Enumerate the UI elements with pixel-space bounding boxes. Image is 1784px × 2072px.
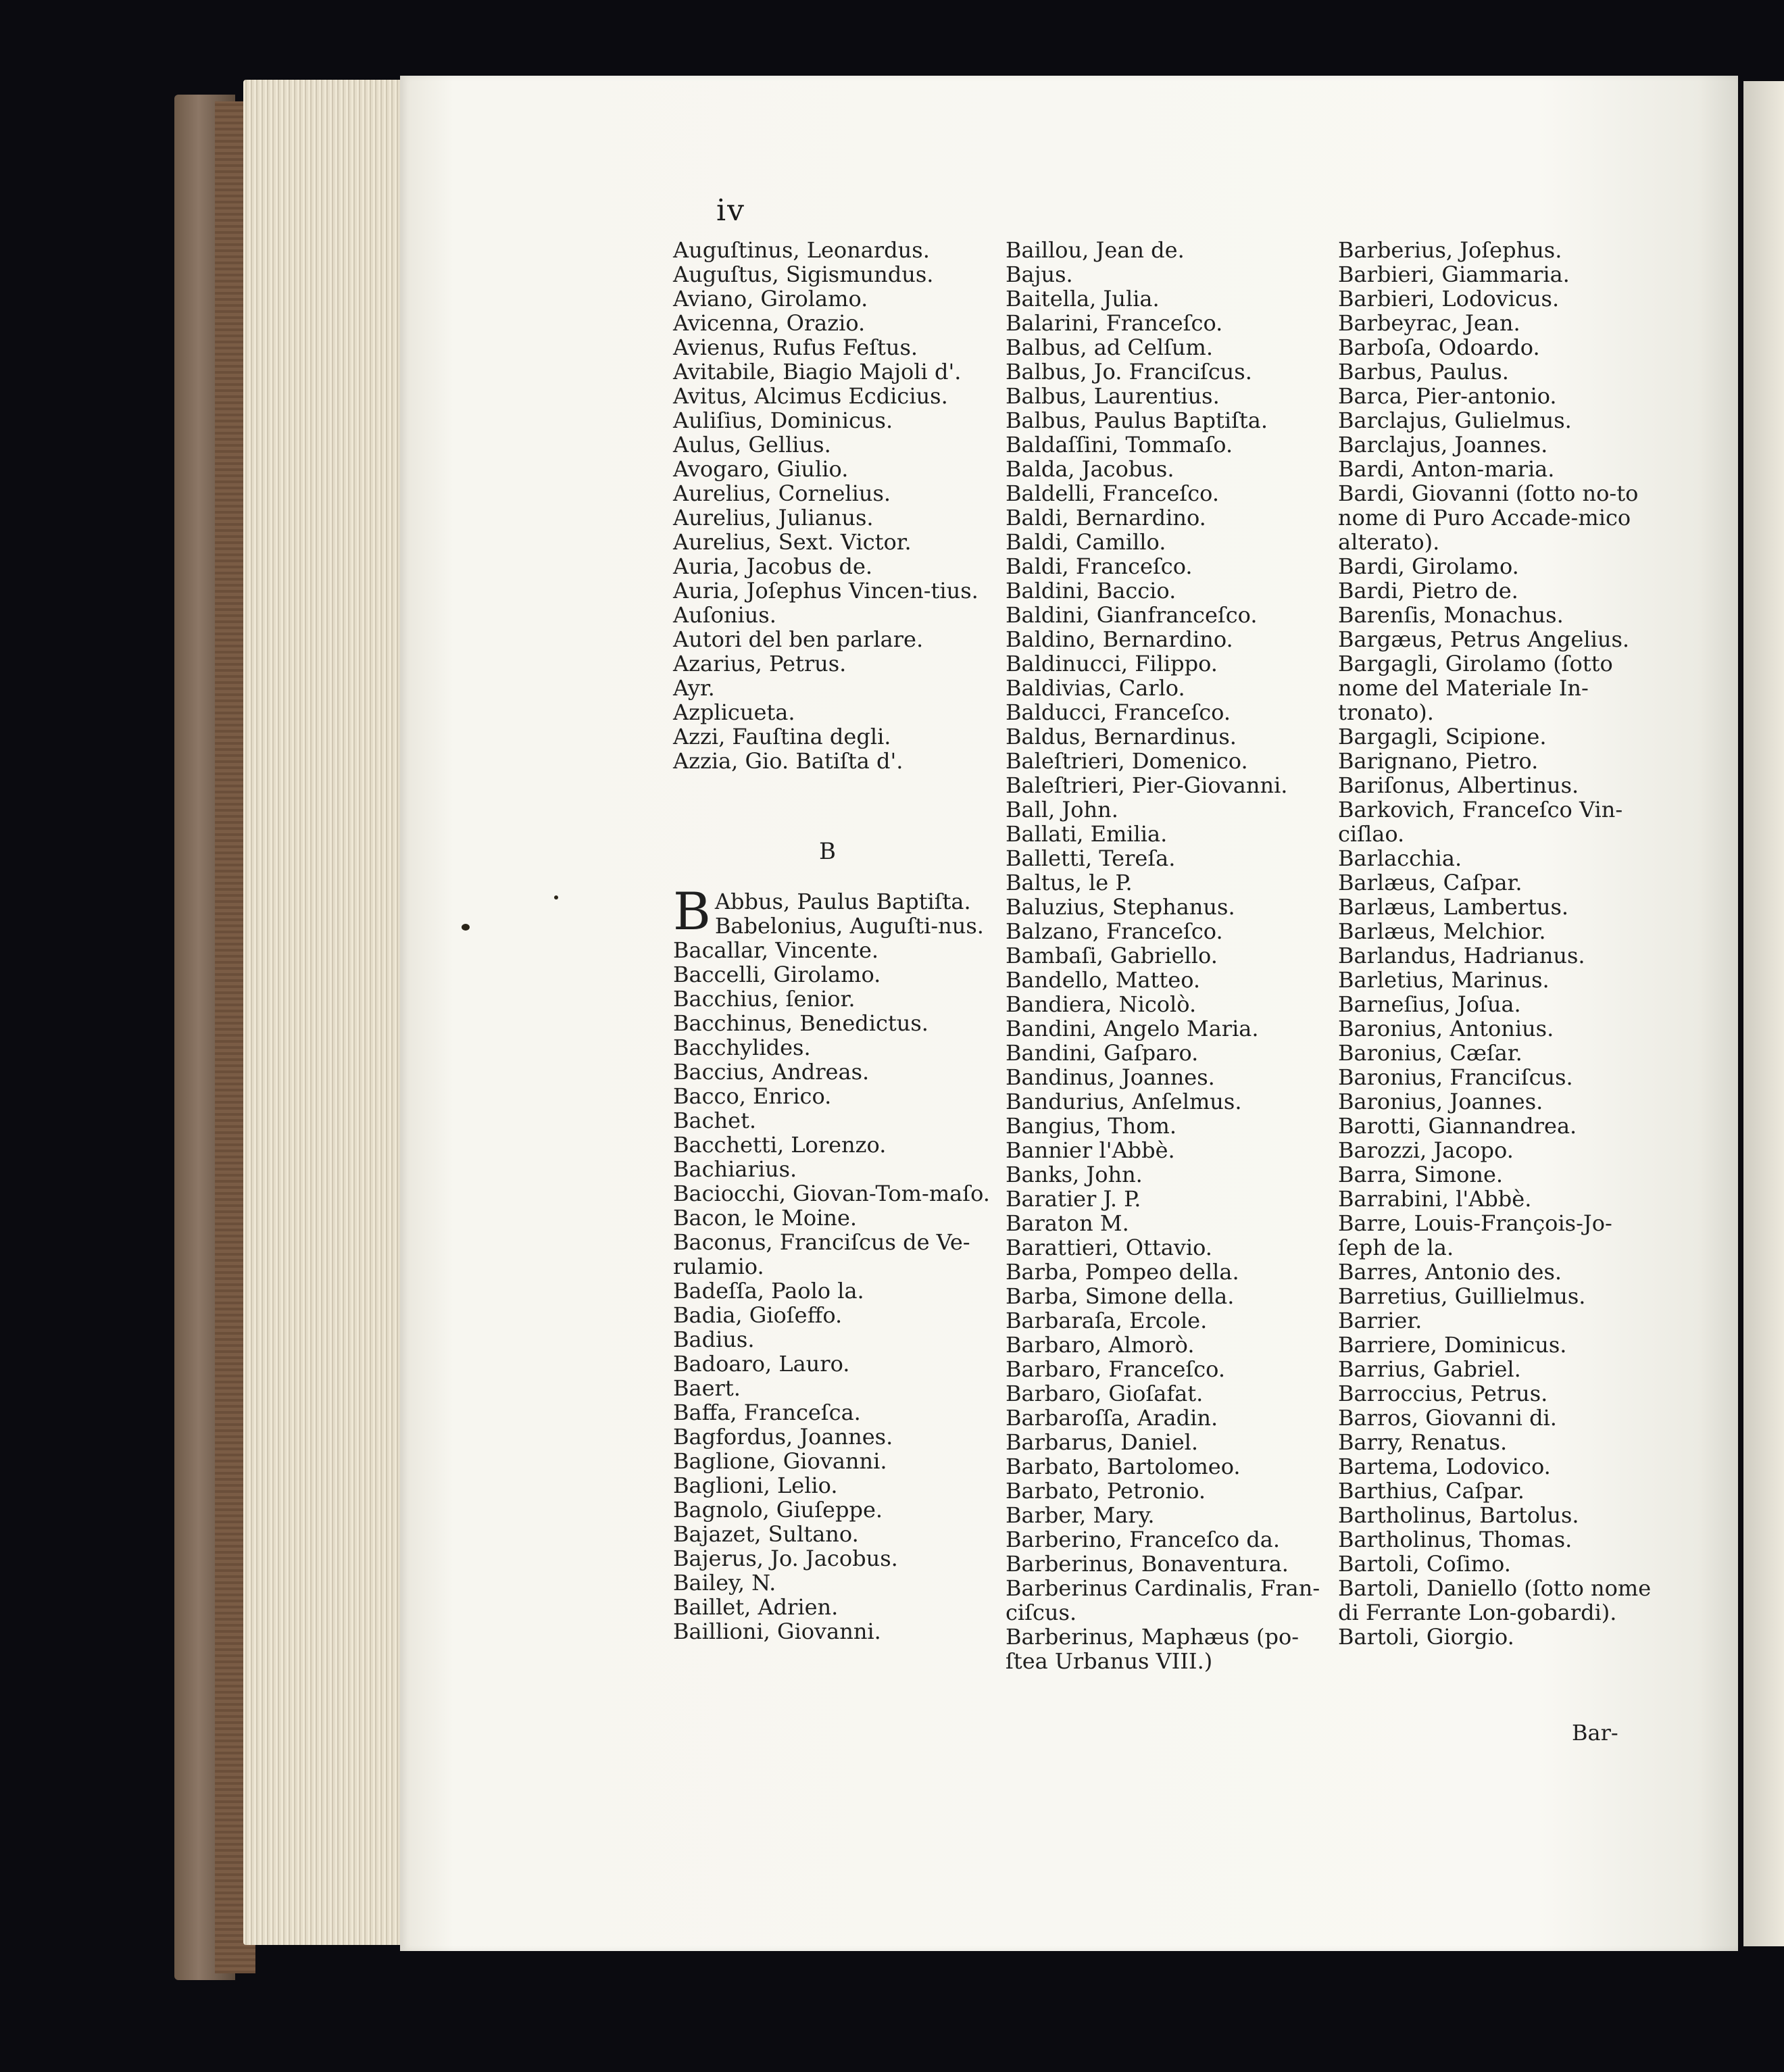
index-entry: Barkovich, Franceſco Vin-ciſlao. (1338, 797, 1623, 847)
index-entry: Badius. (673, 1327, 755, 1352)
index-entry: Baratier J. P. (1006, 1186, 1141, 1212)
index-entry: Barlæus, Lambertus. (1338, 894, 1569, 920)
index-entry: Bandinus, Joannes. (1006, 1064, 1215, 1090)
index-entry: Bachiarius. (673, 1156, 797, 1182)
index-entry: Baraton M. (1006, 1210, 1129, 1236)
index-entry: Baffa, Franceſca. (673, 1400, 861, 1425)
index-entry: Barneſius, Joſua. (1338, 991, 1521, 1017)
index-entry: Avienus, Rufus Feſtus. (673, 335, 918, 360)
index-entry: Bardi, Girolamo. (1338, 553, 1519, 579)
index-entry: Bartoli, Giorgio. (1338, 1624, 1514, 1650)
index-entry: Bartema, Lodovico. (1338, 1454, 1551, 1479)
index-entry: Avogaro, Giulio. (673, 456, 849, 482)
index-entry: Aurelius, Julianus. (673, 505, 874, 531)
index-entry: Azarius, Petrus. (673, 651, 847, 676)
index-entry: Bacco, Enrico. (673, 1083, 832, 1109)
index-entry: Barres, Antonio des. (1338, 1259, 1562, 1285)
index-entry: Baldi, Bernardino. (1006, 505, 1206, 531)
index-entry: Baldus, Bernardinus. (1006, 724, 1237, 749)
section-heading-b: B (819, 838, 836, 865)
index-entry: Barbus, Paulus. (1338, 359, 1509, 385)
index-entry: Barrius, Gabriel. (1338, 1356, 1521, 1382)
index-entry: Baconus, Franciſcus de Ve-rulamio. (673, 1229, 970, 1279)
index-entry: Azplicueta. (673, 699, 795, 725)
index-entry: Aurelius, Cornelius. (673, 480, 891, 506)
index-entry: Baluzius, Stephanus. (1006, 894, 1235, 920)
index-entry: Barclajus, Joannes. (1338, 432, 1548, 458)
index-entry: Bartholinus, Bartolus. (1338, 1502, 1579, 1528)
index-entry: Barbeyrac, Jean. (1338, 310, 1520, 336)
index-entry: Bannier l'Abbè. (1006, 1137, 1175, 1163)
index-entry: Barthius, Caſpar. (1338, 1478, 1525, 1504)
index-entry: Baccius, Andreas. (673, 1059, 870, 1085)
index-entry: Barattieri, Ottavio. (1006, 1235, 1212, 1260)
index-entry: Avitus, Alcimus Ecdicius. (673, 383, 948, 409)
index-entry: Bargagli, Scipione. (1338, 724, 1547, 749)
index-column-1 (673, 238, 991, 773)
index-entry: Avitabile, Biagio Majoli d'. (673, 359, 962, 385)
index-entry: Baciocchi, Giovan-Tom-maſo. (673, 1181, 990, 1206)
index-entry: Balletti, Tereſa. (1006, 845, 1176, 871)
index-entry: Balbus, Laurentius. (1006, 383, 1220, 409)
index-entry: Baronius, Joannes. (1338, 1089, 1543, 1114)
index-entry: Bajus. (1006, 262, 1073, 287)
index-entry: Bariſonus, Albertinus. (1338, 772, 1579, 798)
index-entry: Barberinus, Maphæus (po-ſtea Urbanus VIII.) (1006, 1624, 1299, 1674)
index-entry: Bandiera, Nicolò. (1006, 991, 1197, 1017)
catchword: Bar- (1572, 1720, 1618, 1746)
index-entry: Auria, Jacobus de. (673, 553, 873, 579)
index-entry: Abbus, Paulus Baptiſta. (714, 889, 971, 914)
index-entry: Baldi, Camillo. (1006, 529, 1166, 555)
drop-cap-block (673, 881, 991, 1644)
index-entry: Bacchinus, Benedictus. (673, 1010, 928, 1036)
index-entry: Barber, Mary. (1006, 1502, 1155, 1528)
index-entry: Barbaraſa, Ercole. (1006, 1308, 1208, 1333)
index-entry: Barba, Pompeo della. (1006, 1259, 1239, 1285)
index-column-2 (1006, 238, 1323, 1673)
index-entry: Bardi, Pietro de. (1338, 578, 1518, 603)
index-entry: Barbieri, Lodovicus. (1338, 286, 1560, 312)
index-entry: Baleſtrieri, Domenico. (1006, 748, 1248, 774)
index-entry: Bargæus, Petrus Angelius. (1338, 626, 1630, 652)
index-entry: Baldini, Gianfranceſco. (1006, 602, 1258, 628)
index-entry: Balzano, Franceſco. (1006, 918, 1223, 944)
index-entry: Barretius, Guillielmus. (1338, 1283, 1586, 1309)
index-entry: Barbaroſſa, Aradin. (1006, 1405, 1218, 1431)
index-entry: Barberius, Joſephus. (1338, 237, 1562, 263)
index-entry: Barozzi, Jacopo. (1338, 1137, 1514, 1163)
index-entry: Bachet. (673, 1108, 757, 1133)
index-entry: Badoaro, Lauro. (673, 1351, 850, 1377)
index-entry: Barberino, Franceſco da. (1006, 1527, 1281, 1552)
index-entry: Baronius, Franciſcus. (1338, 1064, 1573, 1090)
index-entry: Bartoli, Daniello (ſotto nome di Ferrante Lon-gobardi). (1338, 1575, 1652, 1625)
index-entry: Bandini, Gaſparo. (1006, 1040, 1199, 1066)
index-entry: Badeſſa, Paolo la. (673, 1278, 864, 1304)
index-entry: Barbato, Bartolomeo. (1006, 1454, 1241, 1479)
index-entry: Baglioni, Lelio. (673, 1473, 838, 1498)
index-entry: Barrabini, l'Abbè. (1338, 1186, 1532, 1212)
index-entry: Auguſtus, Sigismundus. (673, 262, 934, 287)
index-entry: Bacchetti, Lorenzo. (673, 1132, 887, 1158)
index-entry: Barca, Pier-antonio. (1338, 383, 1557, 409)
index-entry: Bagnolo, Giuſeppe. (673, 1497, 883, 1523)
index-entry: Barrier. (1338, 1308, 1422, 1333)
index-entry: Baronius, Antonius. (1338, 1016, 1554, 1041)
index-entry: Babelonius, Auguſti-nus. (714, 913, 984, 939)
index-entry: Bandurius, Anſelmus. (1006, 1089, 1242, 1114)
index-entry: Baldivias, Carlo. (1006, 675, 1185, 701)
index-entry: Barotti, Giannandrea. (1338, 1113, 1577, 1139)
index-entry: Baldini, Baccio. (1006, 578, 1176, 603)
index-entry: Barlandus, Hadrianus. (1338, 943, 1585, 968)
page-edges (243, 80, 412, 1945)
index-entry: Baillioni, Giovanni. (673, 1619, 881, 1644)
index-entry: Baitella, Julia. (1006, 286, 1160, 312)
index-entry: Barignano, Pietro. (1338, 748, 1539, 774)
index-entry: Barra, Simone. (1338, 1162, 1504, 1187)
index-entry: Bardi, Giovanni (ſotto no-to nome di Puro Accade-mico alterato). (1338, 480, 1639, 555)
index-entry: Aulus, Gellius. (673, 432, 831, 458)
index-entry: Bacon, le Moine. (673, 1205, 858, 1231)
index-entry: Bacchius, ſenior. (673, 986, 856, 1012)
index-entry: Barberinus, Bonaventura. (1006, 1551, 1289, 1577)
index-entry: Aurelius, Sext. Victor. (673, 529, 912, 555)
index-entry: Barlæus, Caſpar. (1338, 870, 1522, 895)
index-entry: Auſonius. (673, 602, 776, 628)
index-entry: Barclajus, Gulielmus. (1338, 408, 1572, 433)
index-entry: Azzia, Gio. Batiſta d'. (673, 748, 903, 774)
index-entry: Ball, John. (1006, 797, 1118, 822)
index-entry: Bagfordus, Joannes. (673, 1424, 893, 1450)
index-entry: Baldinucci, Filippo. (1006, 651, 1218, 676)
ink-spot (462, 924, 470, 931)
index-entry: Baert. (673, 1375, 741, 1401)
index-entry: Bajerus, Jo. Jacobus. (673, 1546, 898, 1571)
index-entry: Baleſtrieri, Pier-Giovanni. (1006, 772, 1288, 798)
index-entry: Barry, Renatus. (1338, 1429, 1508, 1455)
index-entry: Barros, Giovanni di. (1338, 1405, 1557, 1431)
index-entry: Barba, Simone della. (1006, 1283, 1235, 1309)
index-entry: Auliſius, Dominicus. (673, 408, 893, 433)
index-entry: Balbus, ad Celſum. (1006, 335, 1214, 360)
index-entry: Baldino, Bernardino. (1006, 626, 1233, 652)
index-entry: Barbato, Petronio. (1006, 1478, 1206, 1504)
facing-page-edge (1743, 81, 1784, 1946)
index-entry: Bargagli, Girolamo (ſotto nome del Materiale In-tronato). (1338, 651, 1613, 725)
index-entry: Baldelli, Franceſco. (1006, 480, 1219, 506)
index-entry: Balbus, Paulus Baptiſta. (1006, 408, 1268, 433)
index-entry: Ballati, Emilia. (1006, 821, 1168, 847)
index-entry: Barriere, Dominicus. (1338, 1332, 1567, 1358)
index-entry: Barbaro, Almorò. (1006, 1332, 1195, 1358)
index-entry: Bartoli, Coſimo. (1338, 1551, 1511, 1577)
index-entry: Balda, Jacobus. (1006, 456, 1174, 482)
index-entry: Bajazet, Sultano. (673, 1521, 859, 1547)
ink-spot (554, 895, 558, 899)
index-entry: Baglione, Giovanni. (673, 1448, 887, 1474)
index-entry: Barletius, Marinus. (1338, 967, 1550, 993)
index-entry: Barre, Louis-François-Jo-ſeph de la. (1338, 1210, 1612, 1260)
index-entry: Banks, John. (1006, 1162, 1143, 1187)
index-entry: Bailey, N. (673, 1570, 776, 1596)
index-entry: Bardi, Anton-maria. (1338, 456, 1555, 482)
index-entry: Badia, Gioſeffo. (673, 1302, 843, 1328)
index-column-3 (1338, 238, 1656, 1649)
index-entry: Barberinus Cardinalis, Fran-ciſcus. (1006, 1575, 1320, 1625)
index-entry: Barlæus, Melchior. (1338, 918, 1546, 944)
index-entry: Ayr. (673, 675, 715, 701)
index-entry: Bartholinus, Thomas. (1338, 1527, 1572, 1552)
index-entry: Barbieri, Giammaria. (1338, 262, 1570, 287)
index-entry: Auria, Joſephus Vincen-tius. (673, 578, 978, 603)
index-entry: Bandini, Angelo Maria. (1006, 1016, 1259, 1041)
index-entry: Autori del ben parlare. (673, 626, 924, 652)
index-entry: Balducci, Franceſco. (1006, 699, 1231, 725)
index-entry: Bangius, Thom. (1006, 1113, 1177, 1139)
drop-cap-letter: B (673, 881, 711, 941)
index-entry: Barbaro, Franceſco. (1006, 1356, 1226, 1382)
index-entry: Baillou, Jean de. (1006, 237, 1185, 263)
index-entry: Barlacchia. (1338, 845, 1462, 871)
index-entry: Baltus, le P. (1006, 870, 1133, 895)
index-entry: Balbus, Jo. Franciſcus. (1006, 359, 1252, 385)
index-entry: Barenſis, Monachus. (1338, 602, 1564, 628)
page-number: iv (716, 193, 745, 228)
index-entry: Aviano, Girolamo. (673, 286, 868, 312)
index-entry: Bacallar, Vincente. (673, 937, 879, 963)
index-entry: Balarini, Franceſco. (1006, 310, 1223, 336)
index-entry: Baccelli, Girolamo. (673, 962, 881, 987)
index-entry: Bacchylides. (673, 1035, 811, 1060)
index-entry: Baronius, Cæſar. (1338, 1040, 1522, 1066)
index-entry: Barbaro, Gioſafat. (1006, 1381, 1204, 1406)
index-entry: Baillet, Adrien. (673, 1594, 839, 1620)
index-entry: Barboſa, Odoardo. (1338, 335, 1540, 360)
index-entry: Baldi, Franceſco. (1006, 553, 1193, 579)
index-entry: Avicenna, Orazio. (673, 310, 866, 336)
index-entry: Bambaſi, Gabriello. (1006, 943, 1218, 968)
index-entry: Barroccius, Petrus. (1338, 1381, 1548, 1406)
index-entry: Baldaſſini, Tommaſo. (1006, 432, 1233, 458)
index-entry: Azzi, Fauſtina degli. (673, 724, 891, 749)
index-entry: Bandello, Matteo. (1006, 967, 1201, 993)
index-entry: Auguſtinus, Leonardus. (673, 237, 930, 263)
index-entry: Barbarus, Daniel. (1006, 1429, 1199, 1455)
